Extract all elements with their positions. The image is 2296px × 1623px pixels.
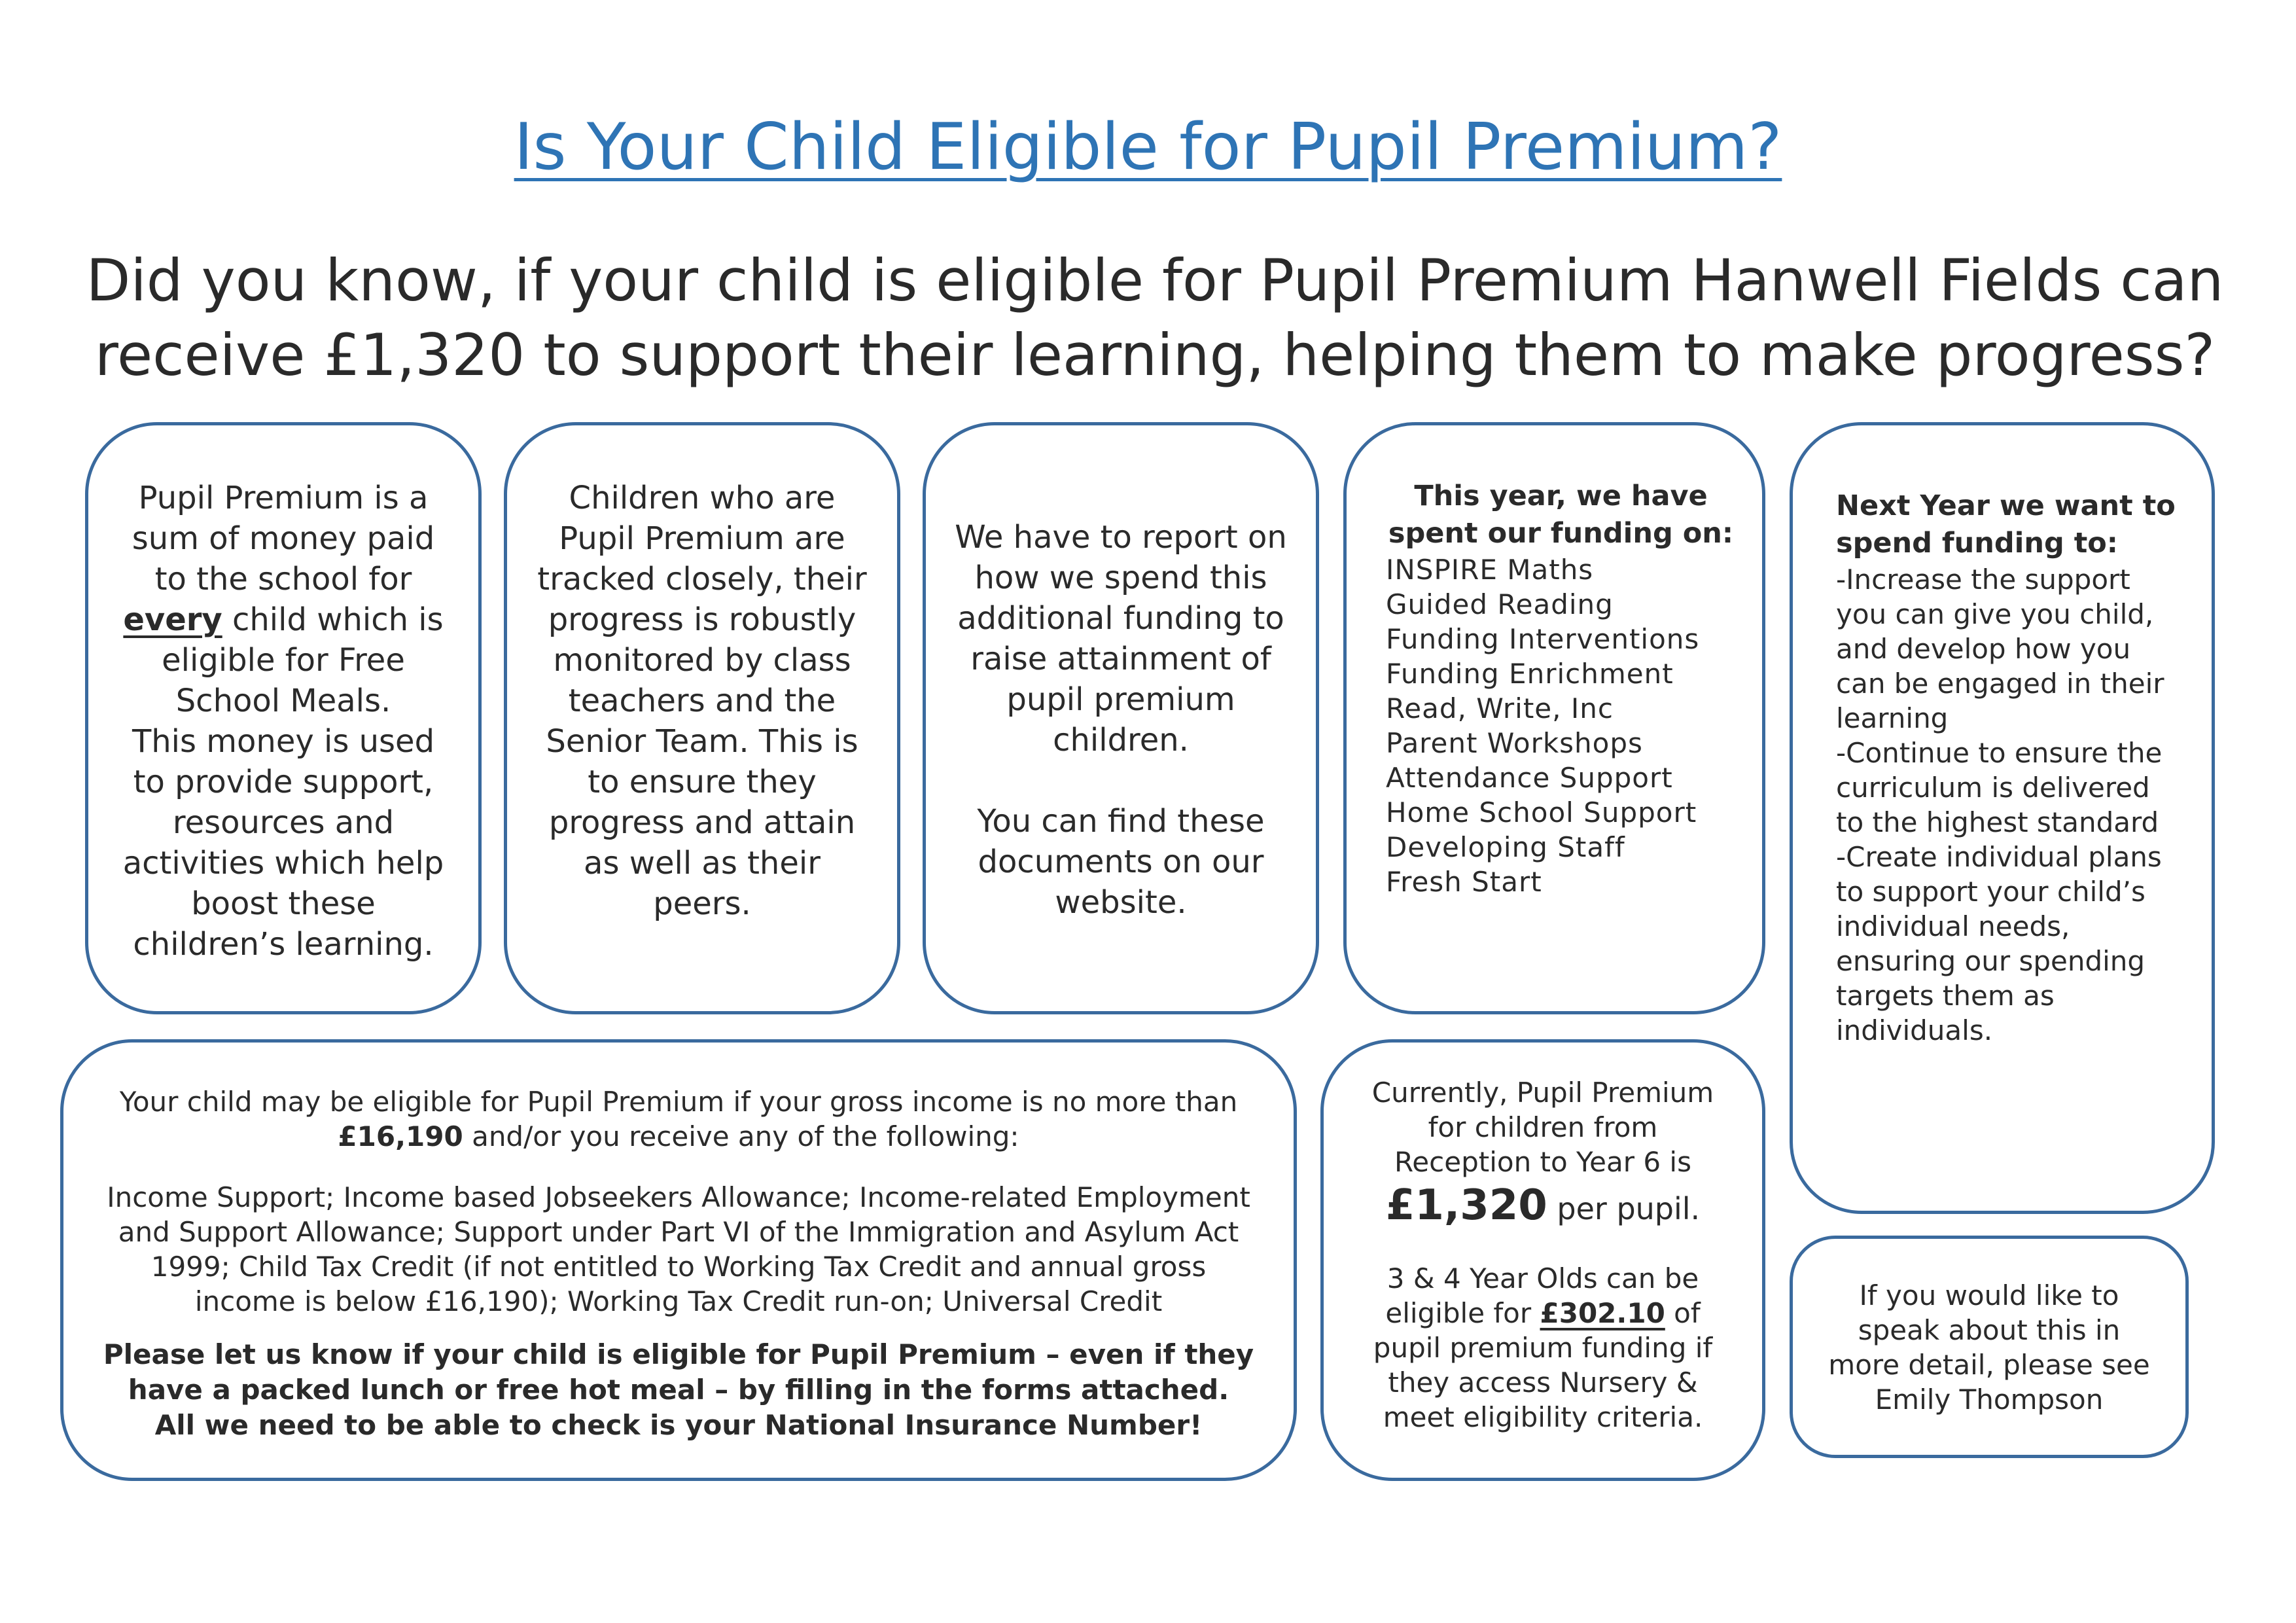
list-item: INSPIRE Maths (1386, 554, 1594, 586)
spending-this-year-heading: This year, we have spent our funding on: (1388, 480, 1734, 550)
funding-amount-unit: per pupil. (1557, 1191, 1701, 1226)
definition-text (113, 478, 453, 721)
funding-amount-box (1320, 1039, 1765, 1481)
definition-purpose: This money is used to provide support, resources and activities which help boost these children’s learning. (122, 723, 444, 963)
list-item: Developing Staff (1386, 831, 1625, 863)
list-item: Funding Interventions (1386, 623, 1700, 655)
intro-line-1: Did you know, if your child is eligible for Pupil Premium Hanwell Fields can (86, 247, 2224, 314)
benefits-list-text: Income Support; Income based Jobseekers Allowance; Income-related Employment and Support Allowance; Support under Part VI of the Immigration and Asylum Act 1999; Child Tax Credit (if not entitled to Working Tax Credit and annual gross income is below £16,190); Working Tax Credit run-on; Universal Credit (107, 1181, 1250, 1317)
contact-box (1790, 1236, 2189, 1458)
reporting-box (923, 422, 1319, 1014)
intro-text (79, 243, 2231, 393)
list-item: -Increase the support you can give you child, and develop how you can be engaged in their learning (1836, 563, 2164, 734)
list-item: Read, Write, Inc (1386, 692, 1614, 724)
list-item: -Create individual plans to support your child’s individual needs, ensuring our spending targets them as individuals. (1836, 841, 2162, 1046)
definition-lead: Pupil Premium is a sum of money paid to the school for (132, 480, 435, 597)
list-item: Guided Reading (1386, 588, 1614, 620)
intro-line-2: receive £1,320 to support their learning, helping them to make progress? (94, 321, 2216, 389)
funding-amount-intro: Currently, Pupil Premium for children from Reception to Year 6 is (1371, 1077, 1714, 1178)
eligibility-lead: Your child may be eligible for Pupil Premium if your gross income is no more than (119, 1086, 1238, 1118)
nursery-funding-text (1359, 1261, 1727, 1435)
spending-next-year-box (1790, 422, 2215, 1214)
list-item: Attendance Support (1386, 762, 1673, 794)
nursery-funding-tail: of pupil premium funding if they access Nursery & meet eligibility criteria. (1373, 1297, 1713, 1433)
eligibility-check: All we need to be able to check is your National Insurance Number! (154, 1409, 1203, 1441)
spending-next-year-heading: Next Year we want to spend funding to: (1836, 490, 2176, 560)
spending-this-year-list (1386, 552, 1736, 899)
funding-amount-line (1359, 1179, 1727, 1235)
list-item: -Continue to ensure the curriculum is delivered to the highest standard (1836, 737, 2163, 838)
eligibility-box (60, 1039, 1297, 1481)
reporting-website-text: You can find these documents on our website. (977, 803, 1265, 921)
list-item: Funding Enrichment (1386, 658, 1674, 690)
tracking-text: Children who are Pupil Premium are tracked closely, their progress is robustly monitored by class teachers and the Senior Team. This is to ensure they progress and attain as well as their peers. (537, 480, 867, 922)
list-item: Fresh Start (1386, 866, 1542, 898)
nursery-funding-lead: 3 & 4 Year Olds can be eligible for (1385, 1262, 1699, 1329)
list-item: Home School Support (1386, 796, 1697, 829)
eligibility-request: Please let us know if your child is eligible for Pupil Premium – even if they have a packed lunch or free hot meal – by filling in the forms attached. (103, 1338, 1254, 1406)
page-title: Is Your Child Eligible for Pupil Premium? (514, 110, 1782, 185)
spending-this-year-box (1343, 422, 1765, 1014)
reporting-text: We have to report on how we spend this additional funding to raise attainment of pupil premium children. (955, 519, 1287, 758)
tracking-box (504, 422, 900, 1014)
definition-box (85, 422, 482, 1014)
eligibility-income-text (103, 1084, 1254, 1154)
eligibility-tail: and/or you receive any of the following: (472, 1120, 1019, 1152)
funding-amount-value: £1,320 (1385, 1181, 1547, 1230)
definition-emphasis: every (123, 601, 222, 638)
list-item: Parent Workshops (1386, 727, 1643, 759)
contact-text: If you would like to speak about this in more detail, please see Emily Thompson (1828, 1279, 2150, 1416)
definition-tail: child which is eligible for Free School Meals. (162, 601, 444, 719)
nursery-funding-value: £302.10 (1540, 1297, 1665, 1329)
income-threshold: £16,190 (338, 1120, 463, 1152)
